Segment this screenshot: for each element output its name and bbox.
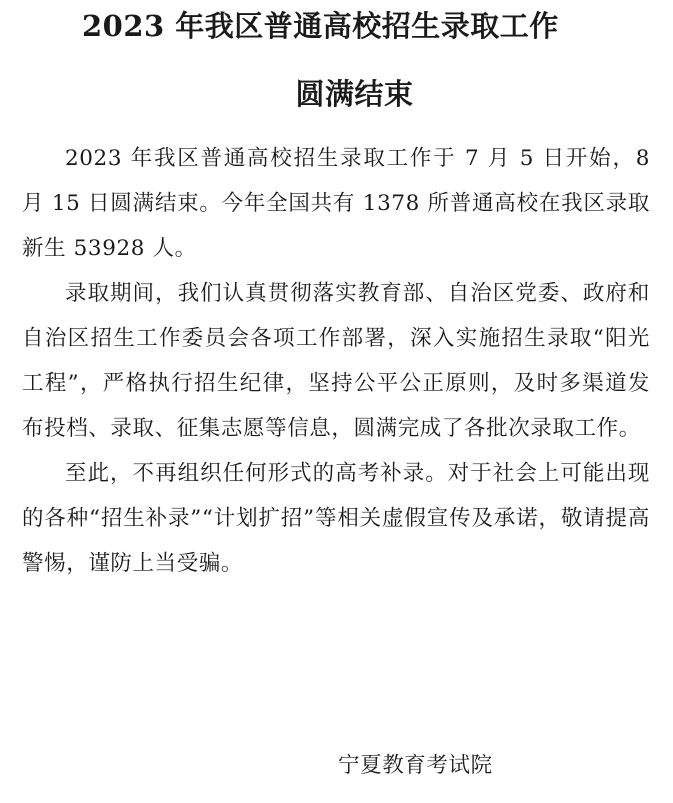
issuer-signature: 宁夏教育考试院 xyxy=(338,753,493,778)
document-title-line-1: 2023 年我区普通高校招生录取工作 xyxy=(82,9,559,43)
document-body xyxy=(22,136,650,586)
paragraph-no-supplementary-admission: 至此，不再组织任何形式的高考补录。对于社会上可能出现的各种“招生补录”“计划扩招”等相关虚假宣传及承诺，敬请提高警惕，谨防上当受骗。 xyxy=(22,461,650,576)
paragraph-admission-process: 录取期间，我们认真贯彻落实教育部、自治区党委、政府和自治区招生工作委员会各项工作部署，深入实施招生录取“阳光工程”，严格执行招生纪律，坚持公平公正原则，及时多渠道发布投档、录取、征集志愿等信息，圆满完成了各批次录取工作。 xyxy=(22,281,650,441)
paragraph-admission-summary: 2023 年我区普通高校招生录取工作于 7 月 5 日开始，8 月 15 日圆满结束。今年全国共有 1378 所普通高校在我区录取新生 53928 人。 xyxy=(22,146,650,261)
document-title-line-2: 圆满结束 xyxy=(295,77,414,111)
